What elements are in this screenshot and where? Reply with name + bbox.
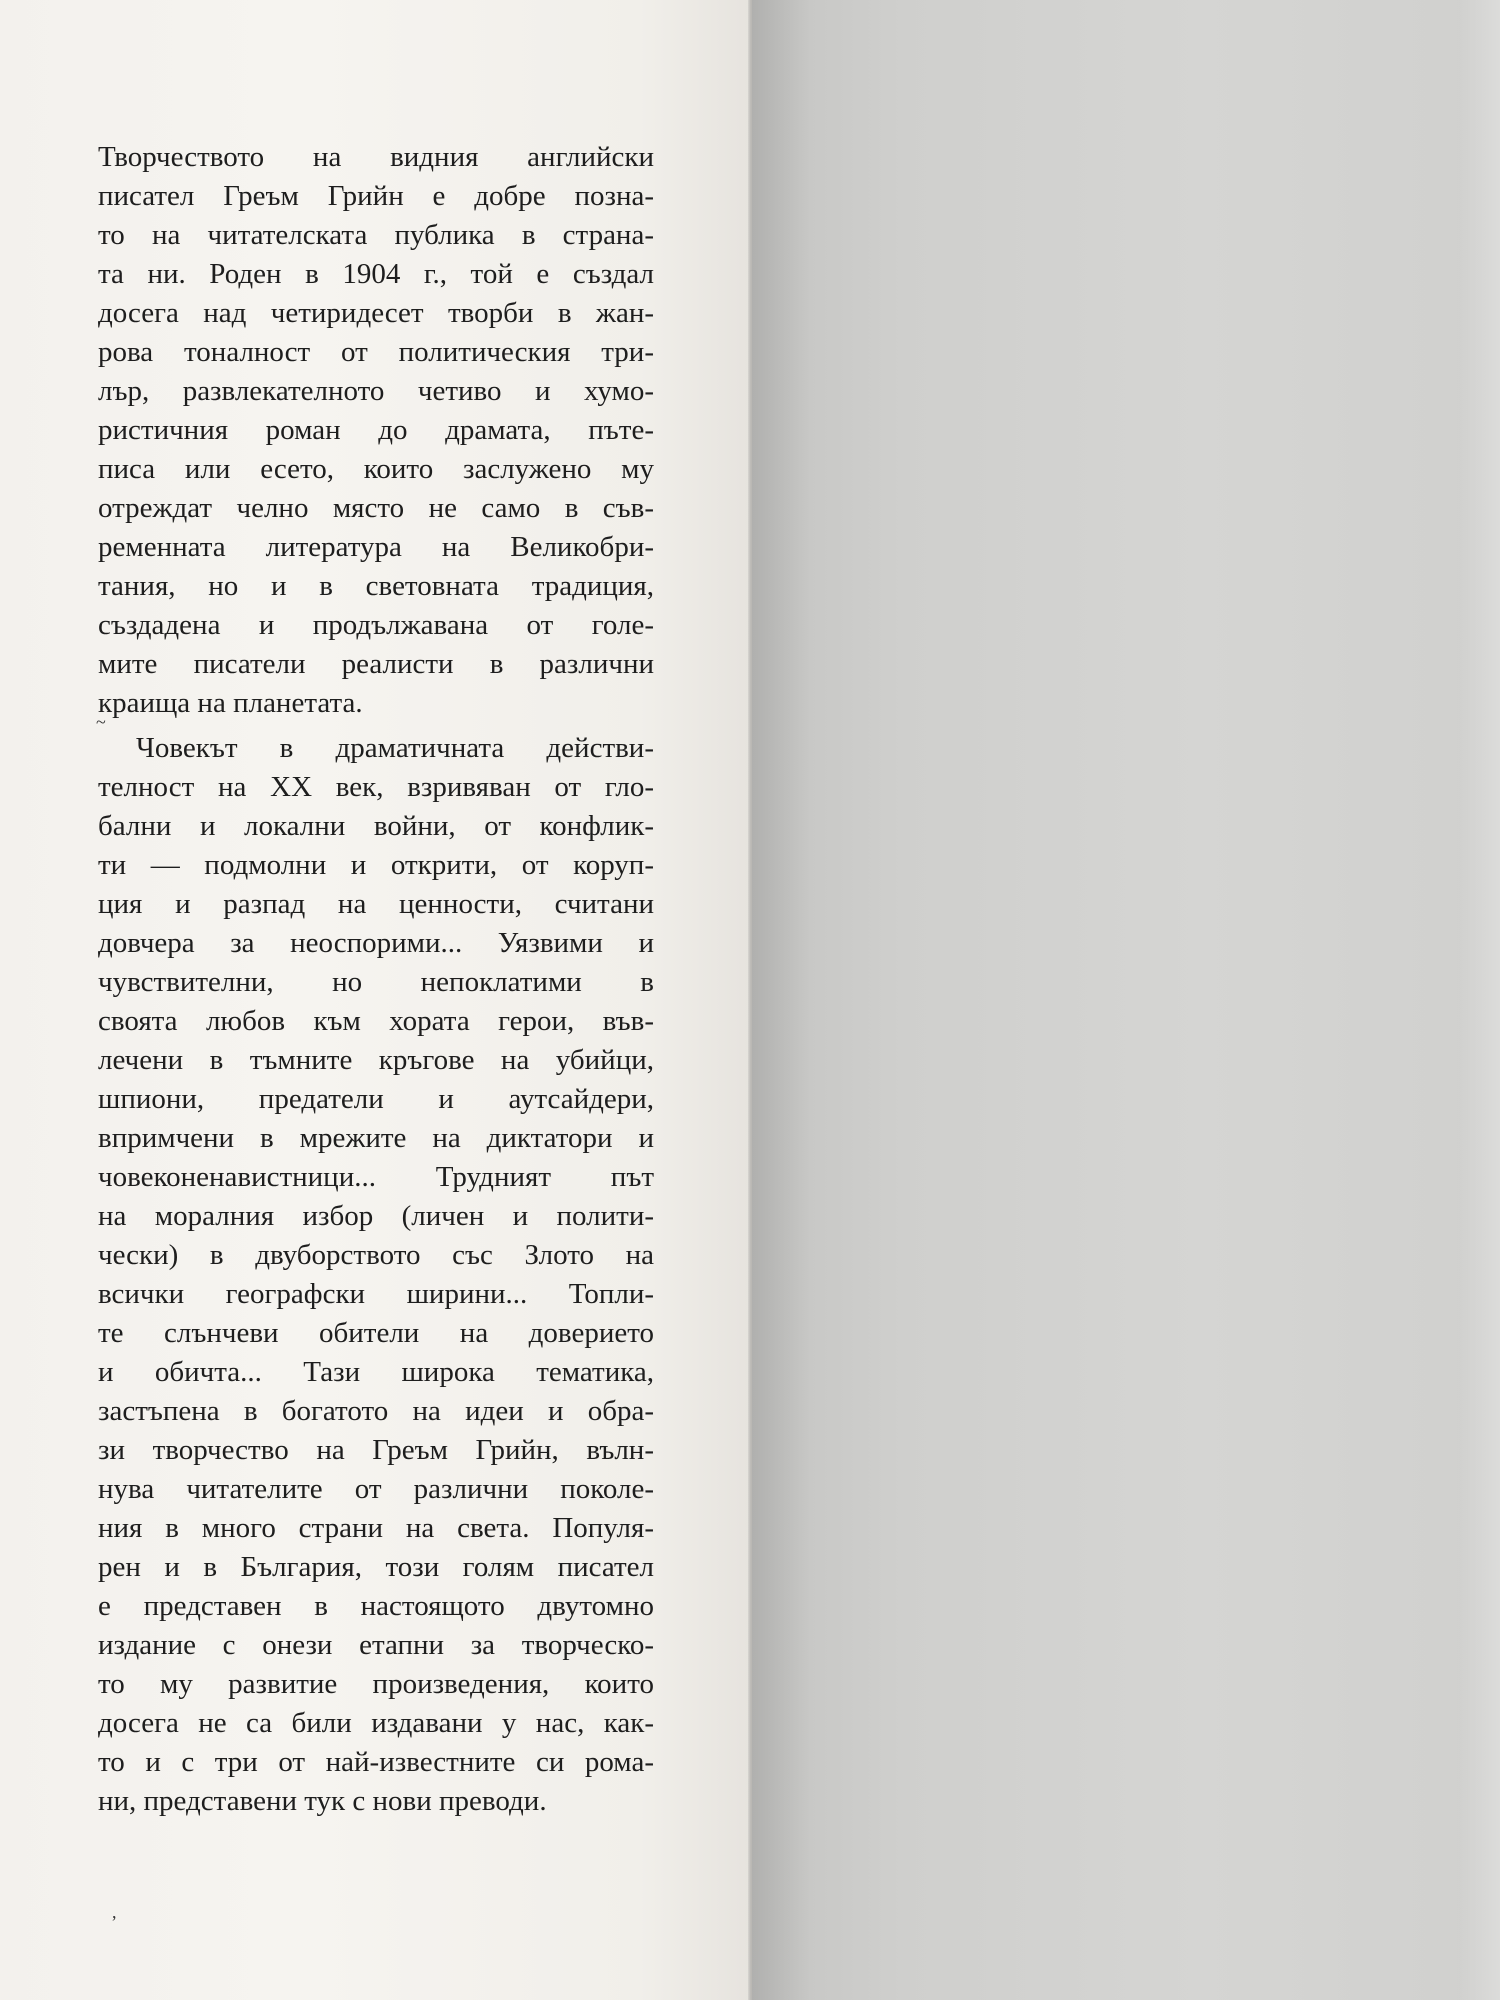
text-line: рен и в България, този голям писател	[98, 1551, 654, 1583]
text-line: мите писатели реалисти в различни	[98, 648, 654, 680]
text-line: шпиони, предатели и аутсайдери,	[98, 1083, 654, 1115]
paragraph-2	[98, 729, 654, 1821]
paragraph-1	[98, 138, 654, 723]
text-line: нува читателите от различни поколе-	[98, 1473, 654, 1505]
text-line: досега над четиридесет творби в жан-	[98, 297, 654, 329]
text-line: тания, но и в световната традиция,	[98, 570, 654, 602]
text-line: Човекът в драматичната действи-	[136, 732, 654, 764]
text-line: ременната литература на Великобри-	[98, 531, 654, 563]
page-shadow	[752, 0, 812, 2000]
page-highlight	[1460, 0, 1500, 2000]
text-line: та ни. Роден в 1904 г., той е създал	[98, 258, 654, 290]
text-line: всички географски ширини... Топли-	[98, 1278, 654, 1310]
text-line: досега не са били издавани у нас, как-	[98, 1707, 654, 1739]
text-line: ния в много страни на света. Популя-	[98, 1512, 654, 1544]
text-line: писател Греъм Грийн е добре позна-	[98, 180, 654, 212]
text-line: зи творчество на Греъм Грийн, вълн-	[98, 1434, 654, 1466]
text-line: ти — подмолни и открити, от коруп-	[98, 849, 654, 881]
endpaper-page	[752, 0, 1500, 2000]
text-line: рова тоналност от политическия три-	[98, 336, 654, 368]
text-line: ция и разпад на ценности, считани	[98, 888, 654, 920]
text-line: лечени в тъмните кръгове на убийци,	[98, 1044, 654, 1076]
text-line: създадена и продължавана от голе-	[98, 609, 654, 641]
text-line: то на читателската публика в страна-	[98, 219, 654, 251]
text-line: телност на XX век, взривяван от гло-	[98, 771, 654, 803]
text-line: те слънчеви обители на доверието	[98, 1317, 654, 1349]
flap-text	[98, 138, 654, 1821]
text-line: на моралния избор (личен и полити-	[98, 1200, 654, 1232]
text-line: и обичта... Тази широка тематика,	[98, 1356, 654, 1388]
text-line: ни, представени тук с нови преводи.	[98, 1785, 547, 1817]
text-line: бални и локални войни, от конфлик-	[98, 810, 654, 842]
text-line: писа или есето, които заслужено му	[98, 453, 654, 485]
text-line: ристичния роман до драмата, пъте-	[98, 414, 654, 446]
pencil-mark: ,	[112, 1902, 117, 1922]
text-line: своята любов към хората герои, във-	[98, 1005, 654, 1037]
text-line: човеконенавистници... Трудният път	[98, 1161, 654, 1193]
text-line: то му развитие произведения, които	[98, 1668, 654, 1700]
ink-mark: ~	[96, 712, 106, 732]
text-line: е представен в настоящото двутомно	[98, 1590, 654, 1622]
text-line: отреждат челно място не само в съв-	[98, 492, 654, 524]
text-line: довчера за неоспорими... Уязвими и	[98, 927, 654, 959]
text-line: то и с три от най-известните си рома-	[98, 1746, 654, 1778]
text-line: издание с онези етапни за творческо-	[98, 1629, 654, 1661]
text-line: лър, развлекателното четиво и хумо-	[98, 375, 654, 407]
text-line: чувствителни, но непоклатими в	[98, 966, 654, 998]
text-line: впримчени в мрежите на диктатори и	[98, 1122, 654, 1154]
text-line: застъпена в богатото на идеи и обра-	[98, 1395, 654, 1427]
text-line: чески) в двуборството със Злото на	[98, 1239, 654, 1271]
text-line: Творчеството на видния английски	[98, 141, 654, 173]
text-line: краища на планетата.	[98, 687, 363, 719]
